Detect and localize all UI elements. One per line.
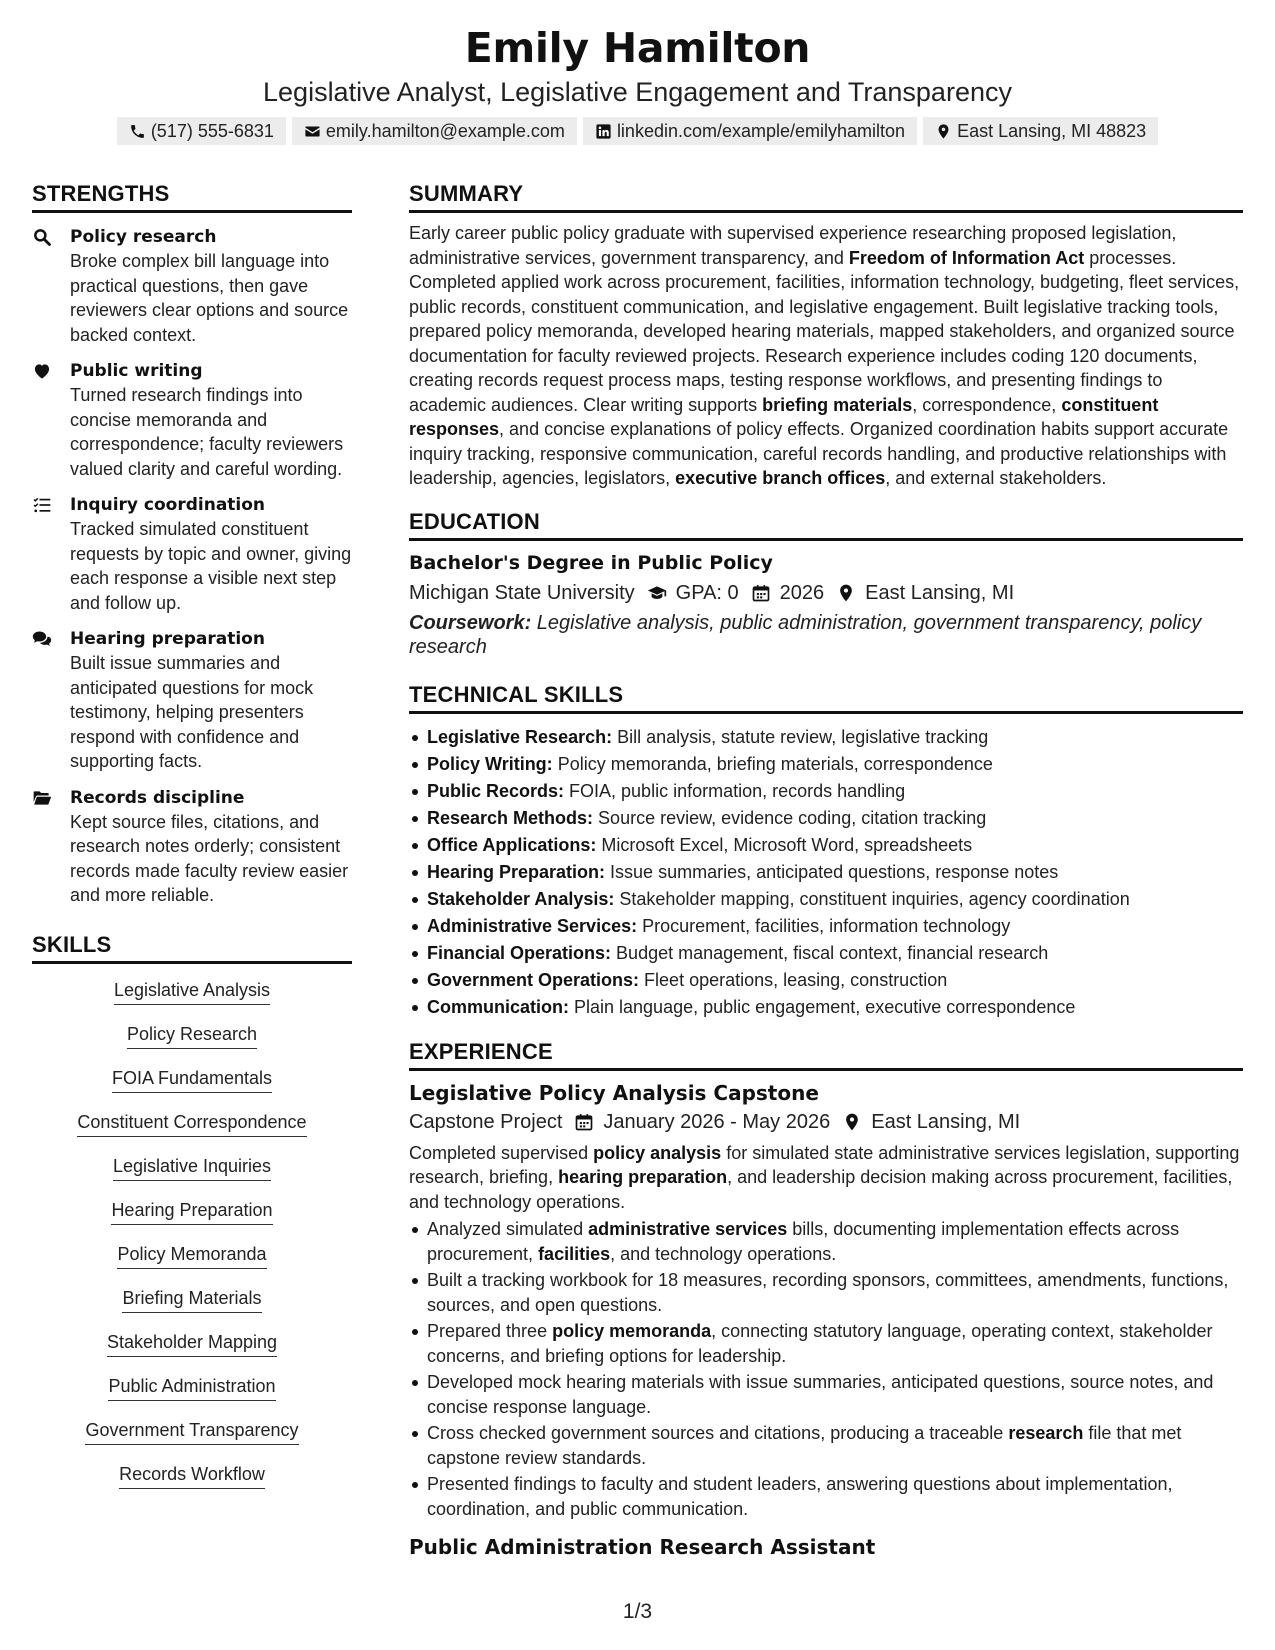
skill-tag: Policy Research [127,1022,257,1049]
strength-desc: Turned research findings into concise memoranda and correspondence; faculty reviewers valued clarity and careful wording. [70,385,344,479]
technical-skills-list [409,724,1243,1021]
skill-tag: Records Workflow [119,1462,265,1489]
list-item: Stakeholder Analysis: Stakeholder mapping, constituent inquiries, agency coordination [409,886,1243,913]
list-item: Hearing Preparation: Issue summaries, anticipated questions, response notes [409,859,1243,886]
list-item: Financial Operations: Budget management, fiscal context, financial research [409,940,1243,967]
strength-item [32,359,352,481]
experience-heading: EXPERIENCE [409,1039,1243,1071]
candidate-headline: Legislative Analyst, Legislative Engagement and Transparency [263,77,1012,107]
summary-text: Early career public policy graduate with supervised experience researching proposed legislation, administrative services, government transparency, and Freedom of Information Act processes. Completed applied work across procurement, facilities, information technology, budgeting, fleet services, public records, constituent communication, and legislative engagement. Built legislative tracking tools, prepared policy memoranda, developed hearing materials, mapped stakeholders, and organized source documentation for faculty reviewed projects. Research experience includes coding 120 documents, creating records request process maps, testing response workflows, and presenting findings to academic audiences. Clear writing supports briefing materials, correspondence, constituent responses, and concise explanations of policy effects. Organized coordination habits support accurate inquiry tracking, responsive communication, careful records handling, and productive relationships with leadership, agencies, legislators, executive branch offices, and external stakeholders. [409,223,1240,488]
gpa-text: GPA: 0 [675,581,739,604]
location-text: East Lansing, MI 48823 [957,120,1147,141]
skill-tag: Government Transparency [85,1418,298,1445]
strength-title: Inquiry coordination [70,495,266,515]
technical-skills-section [409,682,1243,1021]
strength-item [32,225,352,347]
role-description: Completed supervised policy analysis for simulated state administrative services legislation, supporting research, briefing, hearing preparation, and leadership decision making across procurement, facilities, and technology operations. [409,1142,1240,1212]
map-pin-icon [824,583,865,603]
list-item: Office Applications: Microsoft Excel, Microsoft Word, spreadsheets [409,832,1243,859]
skill-tag: Public Administration [108,1374,275,1401]
skill-tag: Hearing Preparation [111,1198,272,1225]
skills-section [32,932,352,1506]
left-column [32,181,352,1506]
list-item: Analyzed simulated administrative services bills, documenting implementation effects across procurement, facilities, and technology operations. [409,1217,1243,1266]
strength-desc: Kept source files, citations, and research notes orderly; consistent records made faculty review easier and more reliable. [70,811,349,905]
candidate-name: Emily Hamilton [464,24,811,72]
map-pin-icon [935,123,952,140]
strength-item [32,627,352,774]
phone-icon [129,123,146,140]
right-column [409,181,1243,1561]
email-text: emily.hamilton@example.com [325,120,565,141]
list-item: Policy Writing: Policy memoranda, briefing materials, correspondence [409,751,1243,778]
linkedin-icon [595,123,612,140]
role-title: Legislative Policy Analysis Capstone [409,1080,819,1105]
contact-email[interactable] [292,117,577,145]
envelope-icon [304,123,321,140]
degree-title: Bachelor's Degree in Public Policy [409,551,773,574]
contact-location [923,117,1158,145]
list-item: Communication: Plain language, public engagement, executive correspondence [409,994,1243,1021]
list-check-icon [32,493,70,615]
strengths-heading: STRENGTHS [32,181,352,213]
strength-desc: Tracked simulated constituent requests by topic and owner, giving each response a visible next step and follow up. [70,519,352,613]
list-item: Built a tracking workbook for 18 measures, recording sponsors, committees, amendments, functions, sources, and open questions. [409,1268,1243,1317]
coursework: Coursework: Legislative analysis, public administration, government transparency, policy research [409,611,1202,658]
graduation-cap-icon [635,583,676,603]
list-item: Legislative Research: Bill analysis, statute review, legislative tracking [409,724,1243,751]
skill-tag: Stakeholder Mapping [107,1330,277,1357]
contact-bar [0,117,1275,145]
comments-icon [32,627,70,774]
skill-tag: Legislative Analysis [114,978,270,1005]
education-section [409,509,1243,660]
role-org: Capstone Project [409,1110,563,1133]
folder-open-icon [32,786,70,908]
list-item: Research Methods: Source review, evidence coding, citation tracking [409,805,1243,832]
role-location: East Lansing, MI [871,1110,1021,1133]
role-meta [409,1108,1243,1136]
strength-title: Policy research [70,227,217,247]
education-meta [409,579,1243,607]
strengths-section [32,181,352,908]
summary-heading: SUMMARY [409,181,1243,213]
calendar-icon [739,583,780,603]
heart-icon [32,359,70,481]
skill-tag: Constituent Correspondence [77,1110,306,1137]
page-number: 1/3 [622,1600,653,1623]
list-item: Public Records: FOIA, public information, records handling [409,778,1243,805]
graduation-year: 2026 [779,581,825,604]
phone-text: (517) 555-6831 [150,120,274,141]
calendar-icon [562,1112,603,1132]
strength-title: Hearing preparation [70,629,265,649]
skill-tag: Legislative Inquiries [113,1154,271,1181]
strength-desc: Broke complex bill language into practical questions, then gave reviewers clear options and source backed context. [70,251,349,345]
technical-skills-heading: TECHNICAL SKILLS [409,682,1243,714]
skills-heading: SKILLS [32,932,352,964]
role-bullets [409,1217,1243,1521]
summary-section [409,181,1243,491]
experience-section [409,1039,1243,1562]
skill-tag: FOIA Fundamentals [112,1066,272,1093]
school-location: East Lansing, MI [865,581,1015,604]
school-name: Michigan State University [409,581,635,604]
education-heading: EDUCATION [409,509,1243,541]
contact-phone[interactable] [117,117,286,145]
skill-tag: Briefing Materials [122,1286,261,1313]
strength-title: Records discipline [70,787,245,808]
contact-linkedin[interactable] [583,117,917,145]
list-item: Government Operations: Fleet operations, leasing, construction [409,967,1243,994]
list-item: Prepared three policy memoranda, connecting statutory language, operating context, stakeholder concerns, and briefing options for leadership. [409,1319,1243,1368]
list-item: Presented findings to faculty and student leaders, answering questions about implementation, coordination, and public communication. [409,1472,1243,1521]
role-title: Public Administration Research Assistant [409,1535,876,1559]
role-dates: January 2026 - May 2026 [603,1110,831,1133]
resume-header [0,22,1275,145]
linkedin-text: linkedin.com/example/emilyhamilton [616,120,906,141]
list-item: Administrative Services: Procurement, facilities, information technology [409,913,1243,940]
strength-desc: Built issue summaries and anticipated questions for mock testimony, helping presenters respond with confidence and supporting facts. [70,653,314,771]
map-pin-icon [830,1112,871,1132]
skills-list [32,978,352,1506]
strength-item [32,786,352,908]
strength-title: Public writing [70,361,203,381]
list-item: Developed mock hearing materials with issue summaries, anticipated questions, source notes, and concise response language. [409,1370,1243,1419]
strength-item [32,493,352,615]
skill-tag: Policy Memoranda [117,1242,266,1269]
list-item: Cross checked government sources and citations, producing a traceable research file that met capstone review standards. [409,1421,1243,1470]
search-icon [32,225,70,347]
